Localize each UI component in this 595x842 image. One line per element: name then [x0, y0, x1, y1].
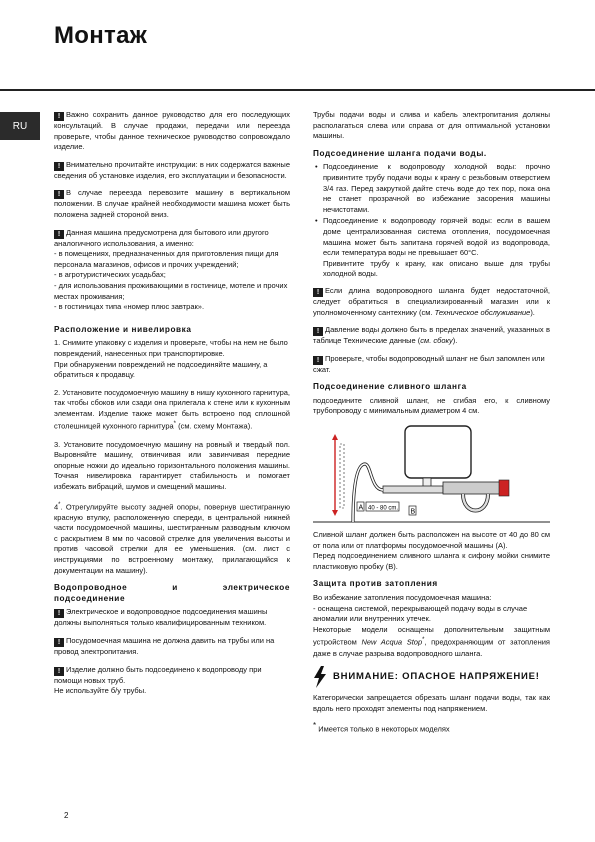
paragraph: ! Посудомоечная машина не должна давить на трубы или на провод электропитания. — [54, 635, 275, 656]
right-column — [313, 110, 550, 742]
paragraph: ! В случае переезда перевозите машину в вертикальном положении. В случае крайней необходимости машина может быть положена задней стороной вниз. — [54, 188, 290, 219]
warning-icon: ! — [54, 162, 64, 171]
paragraph: ! Давление воды должно быть в пределах значений, указанных в таблице Технические данные (см. сбоку). — [313, 325, 550, 346]
danger-text: ВНИМАНИЕ: ОПАСНОЕ НАПРЯЖЕНИЕ! — [333, 670, 540, 682]
usage-list — [54, 249, 290, 313]
warning-icon: ! — [54, 190, 64, 199]
warning-icon: ! — [54, 667, 64, 676]
section-heading-flood: Защита против затопления — [313, 579, 438, 589]
warning-icon: ! — [313, 288, 323, 297]
label-a: A — [358, 504, 364, 512]
section-heading-drain: Подсоединение сливного шланга — [313, 382, 467, 392]
paragraph: - оснащена системой, перекрывающей подачу воды в случае аномалии или внутренних утечек. — [313, 603, 528, 624]
warning-icon: ! — [54, 230, 64, 239]
paragraph: ! Изделие должно быть подсоединено к водопроводу при помощи новых труб. — [54, 664, 262, 685]
danger-warning — [313, 666, 550, 688]
warning-icon: ! — [313, 327, 323, 336]
paragraph: Во избежание затопления посудомоечная машина: — [313, 593, 492, 603]
drain-diagram — [313, 424, 550, 524]
list-item: • Подсоединение к водопроводу горячей воды: если в вашем доме централизованная система отопления, посудомоечная машина может быть запитана горячей водой из водопровода, если температура воды не превышает 60°C. Привинтите трубу к крану, как описано выше для трубы холодной воды. — [315, 216, 550, 279]
paragraph: 4*. Отрегулируйте высоту задней опоры, повернув шестигранную красную втулку, расположенную спереди, в центральной нижней части посудомоечной машины, шестигранным разводным ключом с раскрытием 8 мм по часовой стрелке для увеличения высоты и против часовой стрелки для ее уменьшения. (см. лист с инструкциями по встроенному монтажу, прилагающийся к документации на машину). — [54, 501, 290, 575]
page-title: Монтаж — [54, 22, 148, 49]
bullet-icon: • — [315, 162, 318, 172]
label-b: B — [410, 508, 416, 516]
bullet-icon: • — [315, 216, 318, 226]
paragraph: ! Важно сохранить данное руководство для его последующих консультаций. В случае продажи, передачи или переезда проверьте, чтобы данное техническое руководство сопровождало изделие. — [54, 110, 290, 152]
paragraph: При обнаружении повреждений не подсоединяйте машину, а обратиться к продавцу. — [54, 359, 268, 380]
warning-icon: ! — [313, 356, 323, 365]
paragraph: ! Если длина водопроводного шланга будет недостаточной, следует обратиться в специализированный магазин или к уполномоченному сантехнику (см. Техническое обслуживание). — [313, 285, 550, 317]
paragraph: ! Внимательно прочитайте инструкции: в них содержатся важные сведения об установке изделия, его эксплуатации и безопасности. — [54, 159, 290, 180]
section-heading-connection-2: подсоединение — [54, 593, 126, 603]
page-number: 2 — [64, 811, 69, 820]
list-item: - для использования проживающими в гостинице, мотеле и прочих местах проживания; — [54, 280, 288, 301]
paragraph: Категорически запрещается обрезать шланг подачи воды, так как вдоль него проходят элементы под напряжением. — [313, 693, 550, 713]
section-heading-water-supply: Подсоединение шланга подачи воды. — [313, 148, 487, 158]
paragraph: Сливной шланг должен быть расположен на высоте от 40 до 80 см от пола или от платформы посудомоечной машины (A). — [313, 530, 550, 550]
label-range: 40 - 80 cm. — [368, 505, 399, 512]
list-item: - в агротуристических усадьбах; — [54, 270, 166, 280]
list-item: - в гостиницах типа «номер плюс завтрак». — [54, 302, 205, 312]
section-heading-connection: Водопроводное и электрическое — [54, 583, 290, 593]
paragraph: 1. Снимите упаковку с изделия и проверьте, чтобы на нем не было повреждений, нанесенных при транспортировке. — [54, 338, 288, 358]
paragraph: Перед подсоединением сливного шланга к сифону мойки снимите пластиковую пробку (B). — [313, 551, 550, 571]
section-heading-leveling: Расположение и нивелировка — [54, 324, 192, 334]
drain-diagram-illustration — [313, 424, 550, 524]
list-item: • Подсоединение к водопроводу холодной воды: прочно привинтите трубу подачи воды к крану с резьбовым отверстием 3/4 газ. Перед закруткой дайте стечь воде до тех пор, пока она не станет прозрачной во избежание засорения машины нечистотами. — [315, 162, 550, 214]
title-rule — [0, 89, 595, 91]
paragraph: Некоторые модели оснащены дополнительным защитным устройством New Acqua Stop*, предохраняющим от затопления даже в случае разрыва водопроводного шланга. — [313, 624, 550, 658]
paragraph: 3. Установите посудомоечную машину на ровный и твердый пол. Выровняйте машину, отвинчивая или завинчивая передние опорные ножки до идеально горизонтального положения машины. Точная нивелировка гарантирует стабильность и помогает избежать вибраций, шумов и смещений машины. — [54, 439, 290, 491]
paragraph: ! Электрическое и водопроводное подсоединения машины должны выполняться только квалифицированным техником. — [54, 607, 268, 628]
paragraph: 2. Установите посудомоечную машину в нишу кухонного гарнитура, так чтобы сбоков или сзади она прилегала к стене или к кухонным элементам. Изделие также может быть встроено под сплошной столешницей кухонного гарнитура* (см. схему Монтажа). — [54, 387, 290, 431]
paragraph: ! Данная машина предусмотрена для бытового или другого аналогичного использования, а именно: — [54, 227, 269, 248]
warning-icon: ! — [54, 112, 64, 121]
list-item: - в помещениях, предназначенных для приготовления пищи для персонала магазинов, офисов и прочих учреждений; — [54, 249, 279, 269]
left-column — [54, 110, 290, 704]
paragraph: Не используйте б/у трубы. — [54, 686, 147, 696]
supply-list — [313, 162, 550, 280]
paragraph: подсоедините сливной шланг, не сгибая его, к сливному трубопроводу с минимальным диаметром 4 см. — [313, 395, 550, 416]
paragraph: Трубы подачи воды и слива и кабель электропитания должны располагаться слева или справа от для оптимальной установки машины. — [313, 110, 550, 141]
paragraph: ! Проверьте, чтобы водопроводный шланг не был запомлен или сжат. — [313, 353, 545, 374]
warning-icon: ! — [54, 609, 64, 618]
language-tab: RU — [0, 112, 40, 140]
footnote: * Имеется только в некоторых моделях — [313, 721, 450, 734]
high-voltage-icon — [313, 666, 327, 688]
warning-icon: ! — [54, 638, 64, 647]
